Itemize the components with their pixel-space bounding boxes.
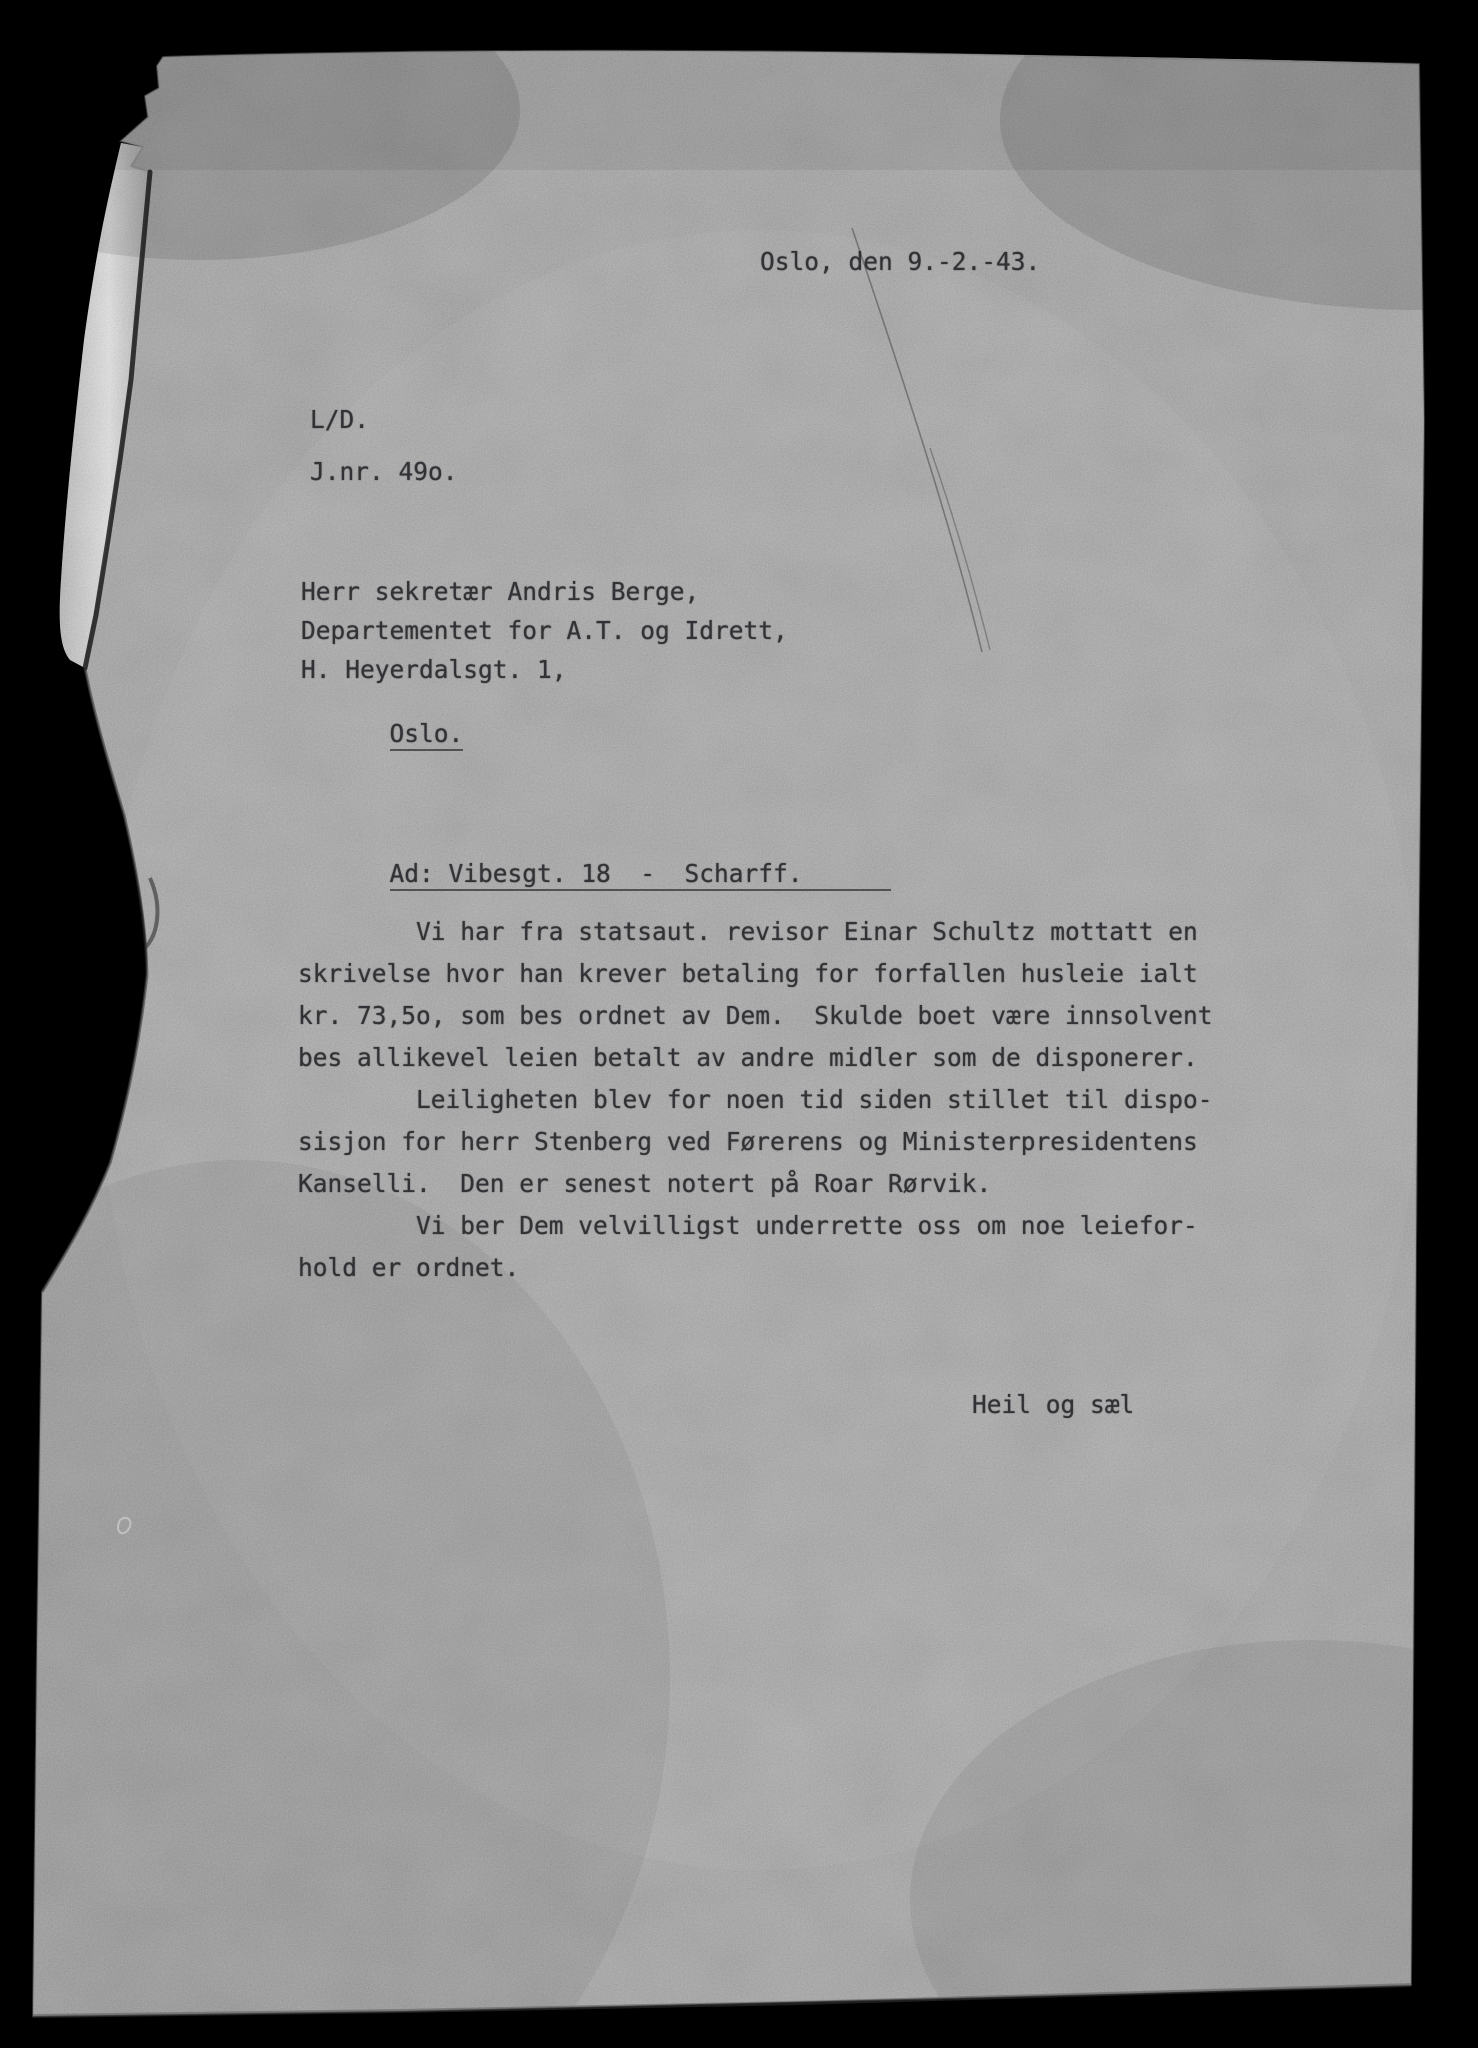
dateline: Oslo, den 9.-2.-43.	[760, 247, 1041, 276]
body-line: sisjon for herr Stenberg ved Førerens og Ministerpresidentens	[298, 1127, 1198, 1156]
subject-line-wrap	[301, 837, 891, 916]
body-line: bes allikevel leien betalt av andre midler som de disponerer.	[298, 1043, 1198, 1072]
recipient-city: Oslo.	[390, 722, 464, 752]
body-line: Vi har fra statsaut. revisor Einar Schultz mottatt en	[298, 917, 1198, 946]
ref-initials: L/D.	[310, 405, 370, 434]
body-line: hold er ordnet.	[298, 1253, 520, 1282]
subject-line: Ad: Vibesgt. 18 - Scharff.	[390, 862, 891, 892]
ref-journal-number: J.nr. 49o.	[310, 457, 458, 486]
recipient-department: Departementet for A.T. og Idrett,	[301, 616, 788, 645]
recipient-city-line	[301, 697, 463, 776]
body-line: Vi ber Dem velvilligst underrette oss om noe leiefor-	[298, 1211, 1198, 1240]
closing-salutation: Heil og sæl	[972, 1390, 1135, 1419]
recipient-street: H. Heyerdalsgt. 1,	[301, 655, 567, 684]
body-line: kr. 73,5o, som bes ordnet av Dem. Skulde boet være innsolvent	[298, 1001, 1213, 1030]
body-line: Leiligheten blev for noen tid siden stillet til dispo-	[298, 1085, 1213, 1114]
body-line: Kanselli. Den er senest notert på Roar Rørvik.	[298, 1169, 992, 1198]
recipient-name: Herr sekretær Andris Berge,	[301, 577, 700, 606]
body-line: skrivelse hvor han krever betaling for forfallen husleie ialt	[298, 959, 1198, 988]
